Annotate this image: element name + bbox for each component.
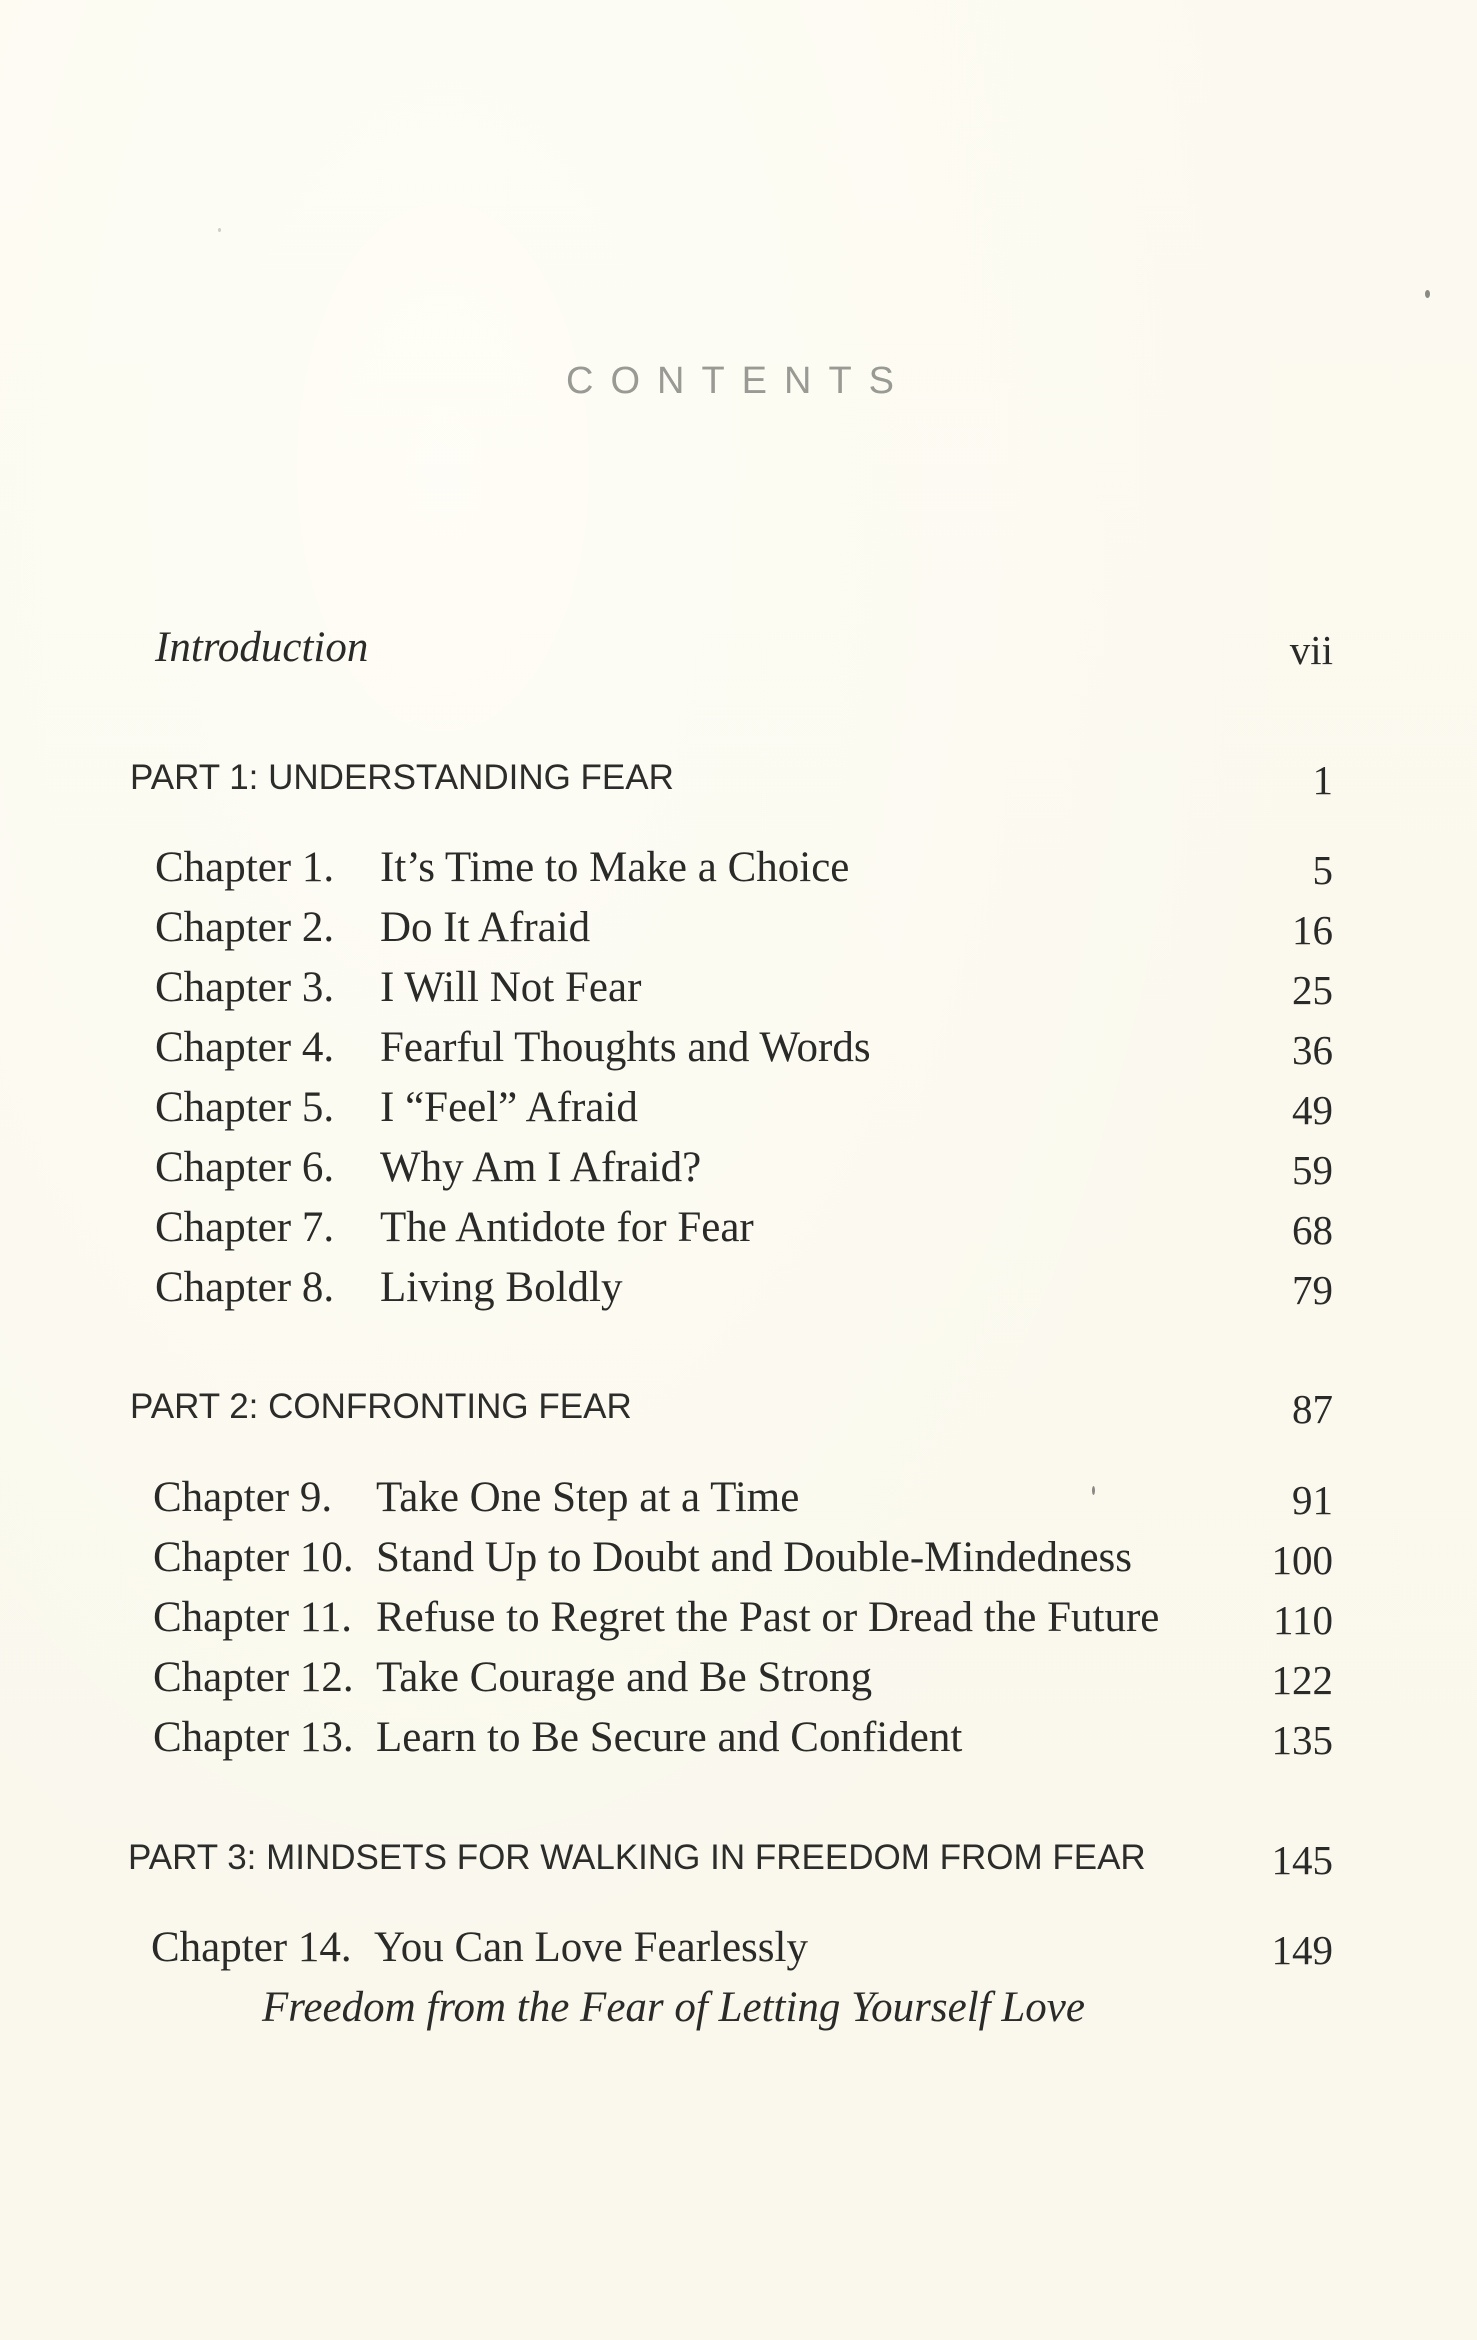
chapter-2-page: 16 (1292, 907, 1333, 953)
chapter-label: Chapter 3. (155, 964, 335, 1011)
contents-heading: CONTENTS (566, 360, 911, 402)
chapter-label: Chapter 1. (155, 844, 335, 891)
part-1-title: PART 1: UNDERSTANDING FEAR (130, 758, 674, 797)
chapter-title: Take Courage and Be Strong (376, 1654, 873, 1701)
chapter-label: Chapter 10. (153, 1534, 354, 1581)
chapter-label: Chapter 6. (155, 1144, 335, 1191)
chapter-9-page: 91 (1292, 1477, 1333, 1523)
toc-chapter-5 (155, 1078, 638, 1138)
part-2-page: 87 (1292, 1386, 1333, 1432)
chapter-title: I “Feel” Afraid (380, 1084, 638, 1131)
scan-speck (218, 228, 221, 232)
chapter-label: Chapter 4. (155, 1024, 335, 1071)
chapter-14-subtitle: Freedom from the Fear of Letting Yourself Love (262, 1984, 1085, 2031)
chapter-label: Chapter 14. (151, 1924, 352, 1971)
chapter-5-page: 49 (1292, 1087, 1333, 1133)
chapter-label: Chapter 8. (155, 1264, 335, 1311)
part-3-page: 145 (1271, 1837, 1333, 1883)
chapter-title: Stand Up to Doubt and Double-Mindedness (376, 1534, 1133, 1581)
chapter-11-page: 110 (1273, 1597, 1333, 1643)
chapter-label: Chapter 11. (153, 1594, 353, 1641)
part-3-title: PART 3: MINDSETS FOR WALKING IN FREEDOM FROM FEAR (128, 1838, 1146, 1877)
chapter-title: Take One Step at a Time (376, 1474, 800, 1521)
toc-chapter-8 (155, 1258, 622, 1318)
chapter-label: Chapter 9. (153, 1474, 333, 1521)
chapter-8-page: 79 (1292, 1267, 1333, 1313)
chapter-label: Chapter 12. (153, 1654, 354, 1701)
chapter-title: Fearful Thoughts and Words (380, 1024, 871, 1071)
chapter-title: The Antidote for Fear (380, 1204, 754, 1251)
part-1-page: 1 (1312, 757, 1333, 803)
toc-chapter-4 (155, 1018, 871, 1078)
chapter-label: Chapter 13. (153, 1714, 354, 1761)
toc-chapter-13 (153, 1708, 962, 1768)
part-2-title: PART 2: CONFRONTING FEAR (130, 1387, 632, 1426)
chapter-6-page: 59 (1292, 1147, 1333, 1193)
toc-chapter-6 (155, 1138, 701, 1198)
toc-chapter-3 (155, 958, 641, 1018)
toc-chapter-11 (153, 1588, 1159, 1648)
chapter-label: Chapter 5. (155, 1084, 335, 1131)
chapter-4-page: 36 (1292, 1027, 1333, 1073)
toc-chapter-7 (155, 1198, 754, 1258)
toc-chapter-2 (155, 898, 590, 958)
scan-speck (1425, 290, 1430, 298)
chapter-title: Learn to Be Secure and Confident (376, 1714, 963, 1761)
chapter-1-page: 5 (1312, 847, 1333, 893)
chapter-title: It’s Time to Make a Choice (380, 844, 850, 891)
toc-chapter-12 (153, 1648, 872, 1708)
toc-chapter-10 (153, 1528, 1132, 1588)
chapter-10-page: 100 (1271, 1537, 1333, 1583)
toc-chapter-1 (155, 838, 849, 898)
scan-speck (1092, 1486, 1095, 1495)
chapter-label: Chapter 7. (155, 1204, 335, 1251)
chapter-13-page: 135 (1271, 1717, 1333, 1763)
chapter-title: Living Boldly (380, 1264, 623, 1311)
toc-chapter-9 (153, 1468, 799, 1528)
chapter-title: Do It Afraid (380, 904, 591, 951)
chapter-3-page: 25 (1292, 967, 1333, 1013)
chapter-title: Why Am I Afraid? (380, 1144, 702, 1191)
chapter-7-page: 68 (1292, 1207, 1333, 1253)
chapter-14-page: 149 (1271, 1927, 1333, 1973)
chapter-title: I Will Not Fear (380, 964, 642, 1011)
chapter-title: You Can Love Fearlessly (374, 1924, 808, 1971)
introduction-page: vii (1289, 627, 1333, 673)
chapter-title: Refuse to Regret the Past or Dread the Future (376, 1594, 1160, 1641)
introduction-title: Introduction (155, 624, 369, 671)
chapter-12-page: 122 (1271, 1657, 1333, 1703)
toc-chapter-14 (151, 1918, 808, 1978)
chapter-label: Chapter 2. (155, 904, 335, 951)
